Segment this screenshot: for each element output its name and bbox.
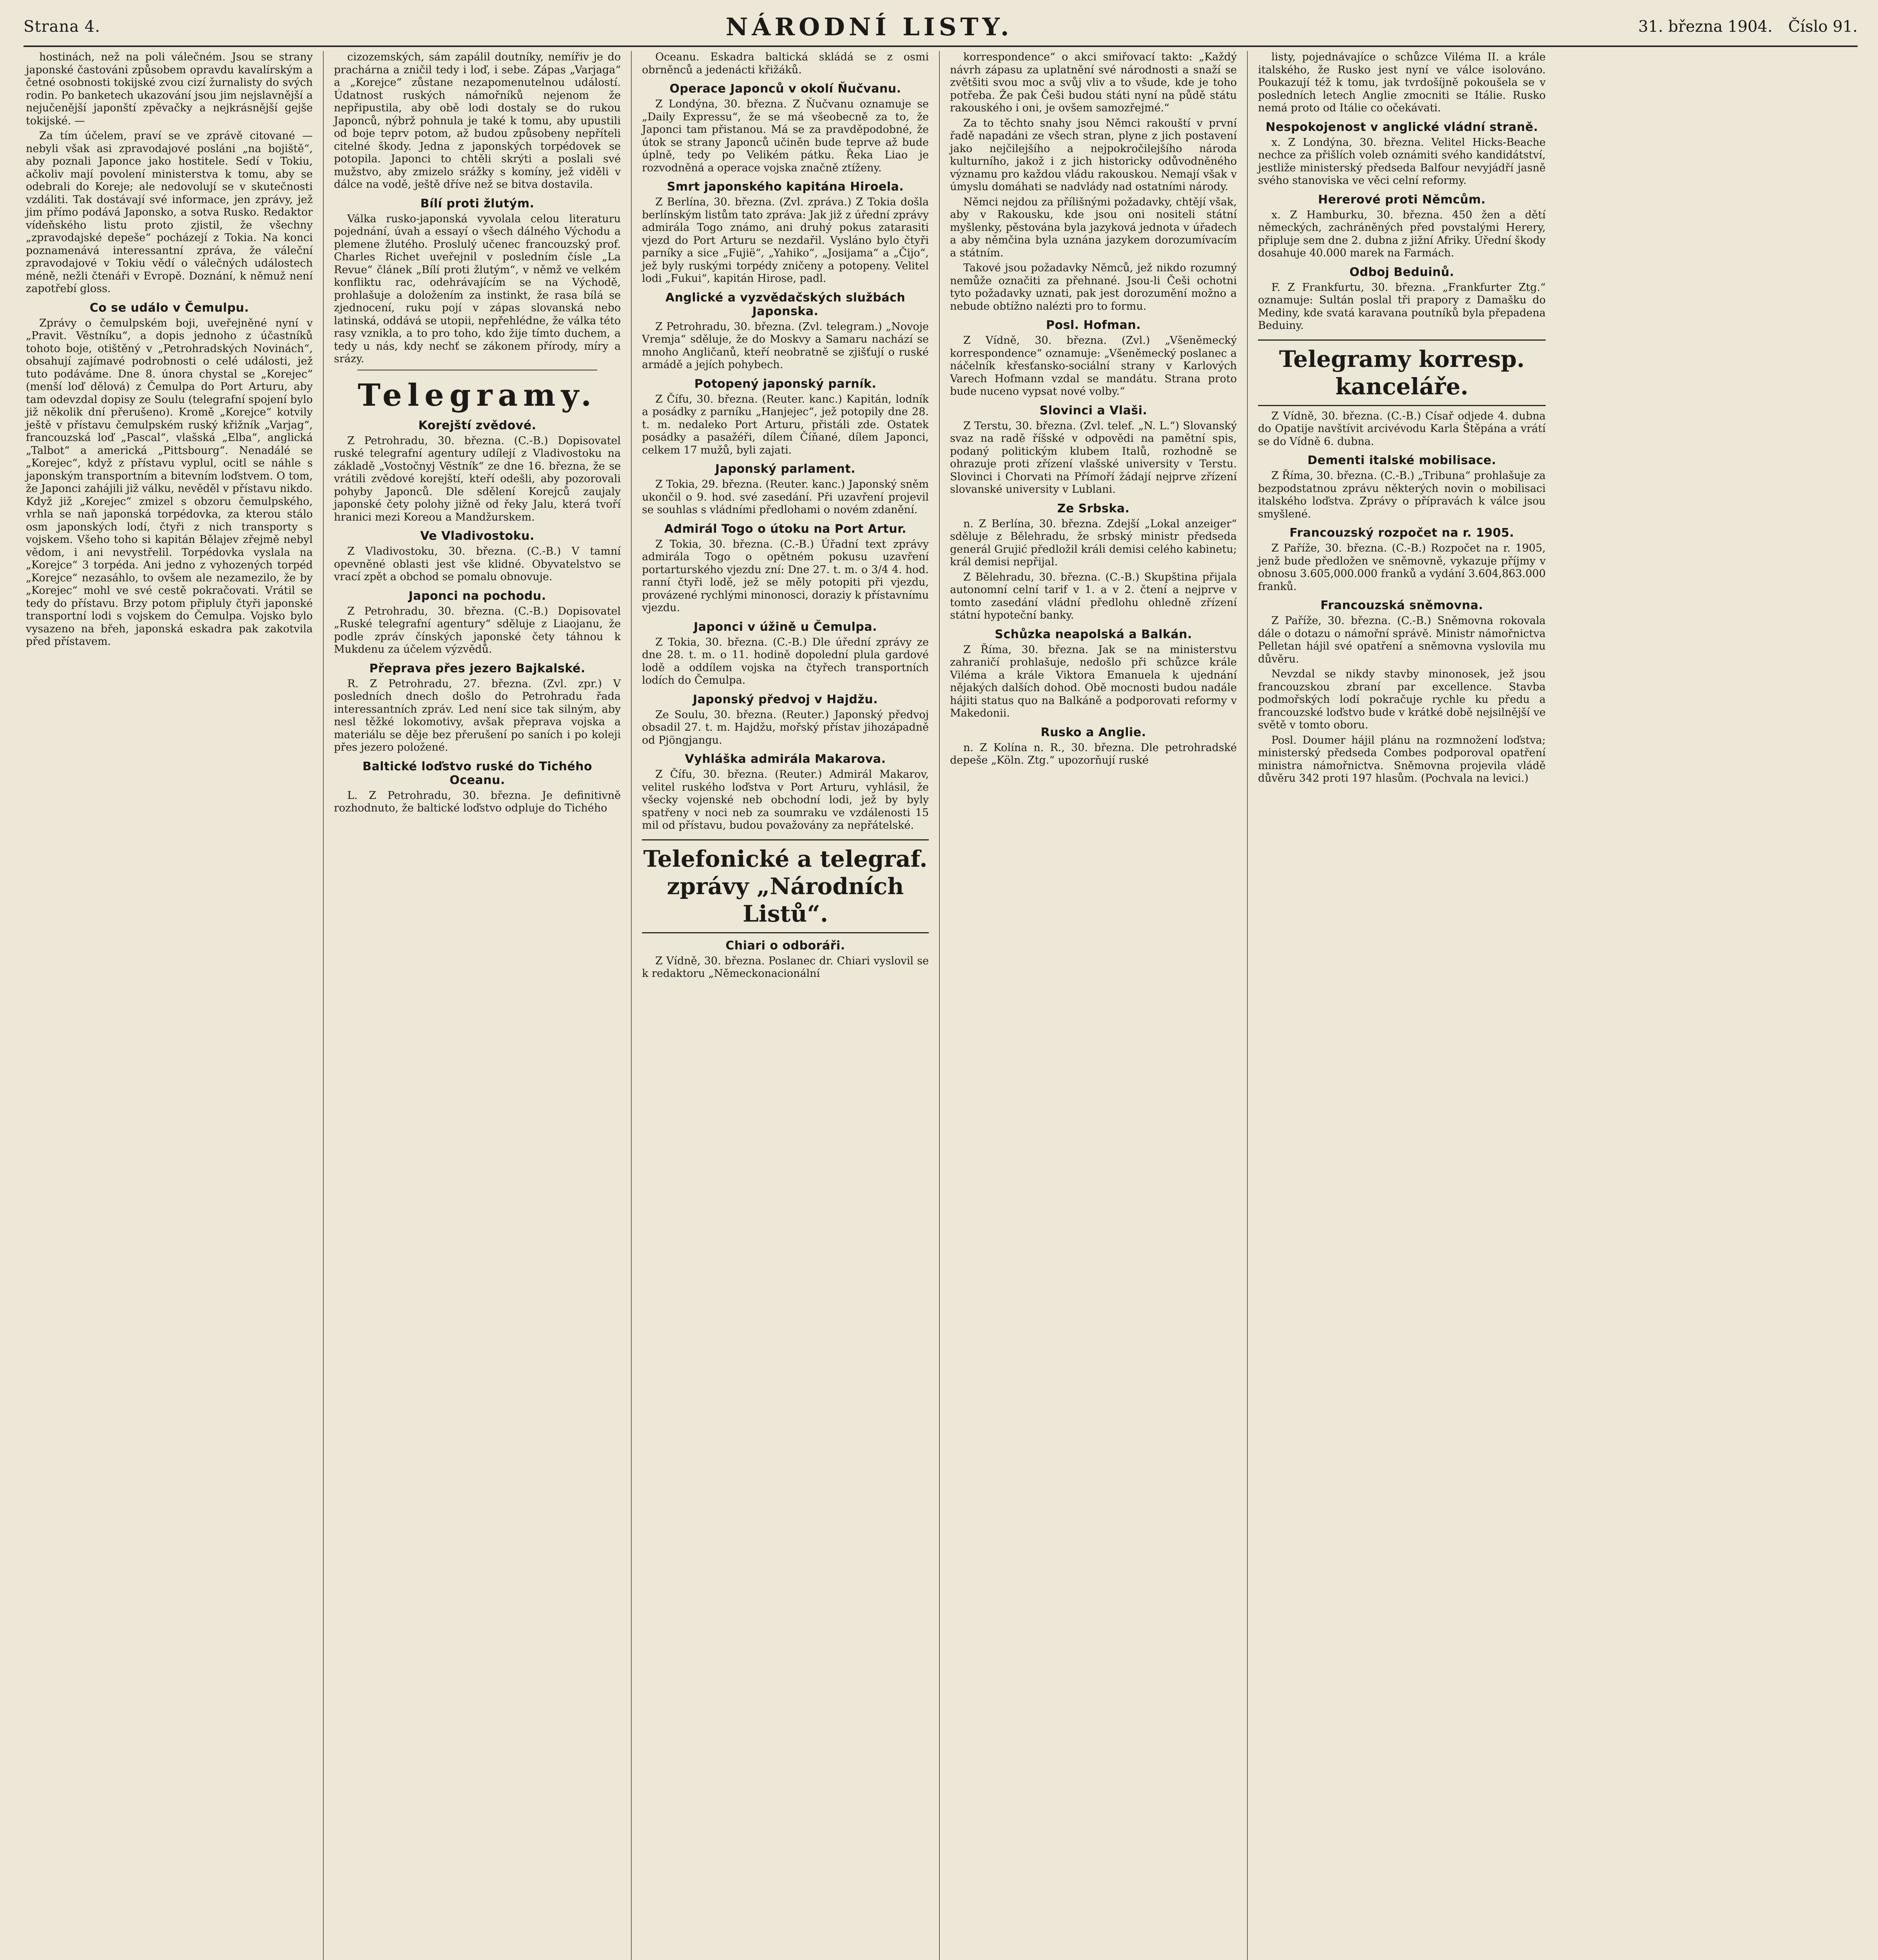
paragraph: listy, pojednávajíce o schůzce Viléma II. a krále italského, že Rusko jest nyní ve válce isolováno. Poukazují též k tomu, jak tvrdošíjně pokoušela se v posledních letech Anglie zmocniti se Itálie. Rusko nemá proto od Itálie co očekávati. [1258,51,1546,114]
section-heading: Japonci v úžině u Čemulpa. [694,620,877,634]
section-heading: Baltické loďstvo ruské do Tichého Oceanu. [362,759,593,787]
section-heading: Admirál Togo o útoku na Port Artur. [664,522,907,536]
paragraph: cizozemských, sám zapálil doutníky, nemířiv je do prachárna a zničil tedy i loď, i sebe. Zápas „Varjaga“ a „Korejce“ zůstane nezapomenutelnou událostí. Údatnost ruských námořníků nejenom že nepřipustila, aby obě lodi dostaly se do rukou Japonců, nýbrž pohnula je také k tomu, aby upustili od boje teprv potom, až budou způsobeny nepříteli citelné škody. Jedna z japonských torpédovek se potopila. Japonci to chtěli skrýti a poslali své mužstvo, aby zmizelo srážky s komíny, jež viděli v dálce na vodě, ještě dříve než se bitva dostavila. [334,51,621,191]
section-heading: Anglické a vyzvědačských službách Japonska. [665,290,906,318]
paragraph: Takové jsou požadavky Němců, jež nikdo rozumný nemůže označiti za přehnané. Jsou-li Češi ochotni tyto požadavky uznati, pak jest dorozumění možno a nebude obtížno nalézti pro to formu. [950,262,1237,312]
section-heading: Francouzský rozpočet na r. 1905. [1289,526,1514,540]
paragraph: Z Čífu, 30. března. (Reuter. kanc.) Kapitán, lodník a posádky z parníku „Hanjejec“, jež potopily dne 28. t. m. nedaleko Port Arturu, přistáli zde. Ostatek posádky a pasažéři, dílem Číňané, dílem Japonci, celkem 17 mužů, byli zajati. [642,393,929,456]
paragraph: Oceanu. Eskadra baltická skládá se z osmi obrněnců a jedenácti křižáků. [642,51,929,76]
paragraph: Z Petrohradu, 30. března. (Zvl. telegram.) „Novoje Vremja“ sděluje, že do Moskvy a Samaru nachází se mnoho Angličanů, kteří neobratně se zjišťují o ruské armádě a jejích pohybech. [642,320,929,371]
section-heading: Ve Vladivostoku. [420,529,535,543]
telegrams-heading: Telegramy. [357,377,597,413]
section-heading: Ze Srbska. [1057,501,1130,515]
paragraph: Z Petrohradu, 30. března. (C.-B.) Dopisovatel ruské telegrafní agentury udílejí z Vladivostoku na základě „Vostočnyj Věstník“ ze dne 16. března, že se vrátili zvědové korejští, kteří odešli, aby pozorovali pohyby Japonců. Dle sdělení Korejců zaujaly japonské čety polohy jižně od řeky Jalu, která tvoří hranici mezi Koreou a Mandžurskem. [334,434,621,523]
paragraph: Ze Soulu, 30. března. (Reuter.) Japonský předvoj obsadil 27. t. m. Hajdžu, mořský přístav jihozápadně od Pjöngjangu. [642,708,929,746]
paragraph: Posl. Doumer hájil plánu na rozmnožení loďstva; ministerský předseda Combes podporoval opatření ministra námořnictva. Sněmovna projevila vládě důvěru 342 proti 197 hlasům. (Pochvala na levici.) [1258,734,1546,784]
section-heading: Operace Japonců v okolí Ňučvanu. [669,82,901,96]
section-heading: Chiari o odboráři. [725,938,845,953]
section-heading: Co se událo v Čemulpu. [89,301,249,315]
issue-number: Číslo 91. [1788,18,1858,36]
paragraph: Z Bělehradu, 30. března. (C.-B.) Skupština přijala autonomní celní tarif v 1. a v 2. čtení a nejprve v tomto zasedání vládní předlohu ohledně zřízení státní hypoteční banky. [950,571,1237,621]
paragraph: Z Terstu, 30. března. (Zvl. telef. „N. L.“) Slovanský svaz na radě říšské v odpovědi na pamětní spis, podaný politickým klubem Italů, rozhodně se ohrazuje proti zřízení vlašské university v Terstu. Slovinci i Chorvati na Přímoří žádají nejprve zřízení slovanské university v Lublani. [950,419,1237,495]
paragraph: n. Z Kolína n. R., 30. března. Dle petrohradské depeše „Köln. Ztg.“ upozorňují ruské [950,741,1237,766]
paragraph: Z Paříže, 30. března. (C.-B.) Rozpočet na r. 1905, jenž bude předložen ve sněmovně, vykazuje příjmy v obnosu 3.605,000.000 franků a vydání 3.604,863.000 franků. [1258,542,1546,593]
paragraph: korrespondence“ o akci smiřovací takto: „Každý návrh zápasu za uplatnění své národnosti a snaží se zvětšiti svou moc a svůj vliv a to všude, kde je toho potřeba. Že pak Češi budou státi nyní na půdě státu rakouského i oni, je ovšem samozřejmé.“ [950,51,1237,114]
paragraph: Z Tokia, 29. března. (Reuter. kanc.) Japonský sněm ukončil o 9. hod. své zasedání. Při uzavření projevil se souhlas s vládními předlohami o novém zdanění. [642,478,929,516]
section-heading: Nespokojenost v anglické vládní straně. [1265,120,1538,134]
paragraph: Němci nejdou za přílišnými požadavky, chtějí však, aby v Rakousku, kde jsou oni nositeli státní myšlenky, pěstována byla jazyková jednota v úřadech a aby němčina byla uznána jazykem dorozumívacím a státním. [950,196,1237,259]
section-heading: Francouzská sněmovna. [1320,599,1483,612]
article-columns [16,51,1865,1960]
paragraph: Z Petrohradu, 30. března. (C.-B.) Dopisovatel „Ruské telegrafní agentury“ sděluje z Liaojanu, že podle zpráv čínských japonské čety táhnou k Mukdenu za účelem výzvědů. [334,605,621,655]
section-heading: Odboj Beduinů. [1349,265,1454,279]
section-heading: Přeprava přes jezero Bajkalské. [369,661,586,675]
paragraph: x. Z Londýna, 30. března. Velitel Hicks-Beache nechce za přišlích voleb oznámiti svého kandidátství, jestliže ministerský předseda Balfour nevyjádří jasně svého stanoviska ve věci celní reformy. [1258,136,1546,187]
section-heading: Japonci na pochodu. [408,589,546,603]
section-heading: Smrt japonského kapitána Hiroela. [667,180,904,194]
section-heading: Schůzka neapolská a Balkán. [995,627,1192,641]
section-heading: Bílí proti žlutým. [420,196,535,211]
paragraph: Z Tokia, 30. března. (C.-B.) Úřadní text zprávy admirála Togo o opětném pokusu uzavření portarturského vjezdu zní: Dne 27. t. m. o 3/4 4. hod. ranní čtyři lodě, jež se měly potopiti při vjezdu, provázené rychlými minonosci, doraziy k přístavnímu vjezdu. [642,538,929,614]
paragraph: L. Z Petrohradu, 30. března. Je definitivně rozhodnuto, že baltické loďstvo odpluje do Tichého [334,789,621,814]
paragraph: Z Vídně, 30. března. (Zvl.) „Všeněmecký korrespondence“ oznamuje: „Všeněmecký poslanec a náčelník křesťansko-sociální strany v Karlových Varech Hofmann vzdal se mandátu. Strana proto bude nuceno vypsat nové volby.“ [950,334,1237,397]
column-1 [16,51,324,1960]
press-bureau-telegrams-heading: Telegramy korresp. kanceláře. [1258,339,1546,406]
issue-info [1638,18,1858,36]
paragraph: Válka rusko-japonská vyvolala celou literaturu pojednání, úvah a essayí o všech dálného Východu a plemene žlutého. Proslulý učenec francouzský prof. Charles Richet uveřejnil v posledním čísle „La Revue“ článek „Bílí proti žlutým“, v němž ve velkém konfliktu rac, odehrávajícím se na Východě, prohlašuje a doložením za instinkt, že rasa bílá se zjednocení, ruku pojí v zápas slovanská nebo latinská, oddává se utopii, nepřehlédne, že válka této rasy vznikla, a to pro toho, kdo žije tímto duchem, a tedy u nás, kdy nechť se zákonem přírody, míry a srázy. [334,212,621,365]
column-2 [324,51,632,1960]
column-5 [1248,51,1556,1960]
section-heading: Rusko a Anglie. [1041,725,1146,739]
paragraph: hostinách, než na poli válečném. Jsou se strany japonské častováni způsobem opravdu kavalírským a četné osobnosti tokijské zvou cizí žurnalisty do svých rodin. Po banketech ukazování jsou jim nejslavnější a nejučenější japonští zpěvačky a nejkrásnější gejše tokijské. — [26,51,313,127]
paragraph: Z Čífu, 30. března. (Reuter.) Admirál Makarov, velitel ruského loďstva v Port Arturu, vyhlásil, že všecky vojenské neb obchodní lodi, jež by byly spatřeny v noci neb za soumraku ve vzdálenosti 15 mil od přístavu, budou považovány za nepřátelské. [642,768,929,831]
column-3 [632,51,940,1960]
section-heading: Potopený japonský parník. [694,377,877,391]
paragraph: x. Z Hamburku, 30. března. 450 žen a dětí německých, zachráněných před povstalými Herery, připluje sem dne 2. dubna z jižní Afriky. Úřední škody dosahuje 40.000 marek na Farmách. [1258,209,1546,259]
paragraph: Za tím účelem, praví se ve zprávě citované — nebyli však asi zpravodajové posláni „na bojiště“, aby poznali Japonce jako hostitele. Sedí v Tokiu, ačkoliv mají povolení ministerstva k tomu, aby se odebrali do Koreje; ale nedovolují se v skutečnosti vzdáliti. Tak dostávají své informace, jen zprávy, jež jim přímo podává Japonsko, a sotva Rusko. Redaktor vídeňského listu proto zjistil, že všechny „zpravodajské depeše“ pocházejí z Tokia. Na konci poznamenává interessantní zpráva, že váleční zpravodajové v Tokiu vědí o válečných událostech méně, nežli čtenáři v Evropě. Doznání, k němuž není zapotřebí gloss. [26,130,313,295]
paragraph: Nevzdal se nikdy stavby minonosek, jež jsou francouzskou zbraní par excellence. Stavba podmořských lodí pokračuje rychle ku předu a francouzské loďstvo bude v krátké době nejsilnější ve světě v tomto oboru. [1258,668,1546,731]
section-heading: Slovinci a Vlaši. [1039,403,1147,417]
paragraph: Zprávy o čemulpském boji, uveřejněné nyní v „Pravit. Věstníku“, a dopis jednoho z účastníků tohoto boje, otištěný v „Petrohradských Novinách“, obsahují zajímavé podrobnosti o celé události, jež tuto podáváme. Dne 8. února chystal se „Korejec“ (menší loď dělová) z Čemulpa do Port Arturu, aby tam odevzdal dopisy ze Soulu (telegrafní spojení bylo již několik dní přerušeno). Kromě „Korejce“ kotvily ještě v přístavu čemulpském ruský křižník „Varjag“, francouzská loď „Pascal“, vlašská „Elba“, anglická „Talbot“ a americká „Pittsbourg“. Nenadálé se „Korejec“, když z přístavu vyplul, ocitl se náhle s japonským transportním a bitevním loďstvem. O tom, že Japonci zahájili již válku, nevěděl v přístavu nikdo. Když již „Korejec“ zmizel s obzoru čemulpského, vrhla se naň japonská torpédovka, za kterou stálo osm japonských lodí, čtyři z nich transporty s vojskem. Všeho toho si kapitán Bělajev zřejmě nebyl vědom, i ani nevystřelil. Torpédovka vyslala na „Korejce“ 3 torpéda. Ani jedno z vyhozených torpéd „Korejce“ nezasáhlo, to ovšem ale nezamezilo, že by „Korejec“ mohl ve své cestě pokračovati. Vrátil se tedy do přístavu. Brzy potom připluly čtyři japonské transportní lodi s vojskem do Čemulpa. Vojsko bylo vysazeno na břeh, japonská eskadra pak zakotvila před přístavem. [26,317,313,648]
paragraph: Za to těchto snahy jsou Němci rakouští v první řadě napadáni ze všech stran, plyne z jich postavení jako nejčilejšího a nejpokročilejšího národa kulturního, jakož i z jich historicky odůvodněného významu pro každou vládu rakouskou. Nemají však v úmyslu domáhati se nadvlády nad ostatními národy. [950,117,1237,193]
section-heading: Japonský parlament. [715,462,856,476]
section-heading: Korejští zvědové. [418,418,537,432]
section-heading: Japonský předvoj v Hajdžu. [693,692,878,706]
paragraph: Z Vídně, 30. března. Poslanec dr. Chiari vyslovil se k redaktoru „Německonacionální [642,955,929,980]
page-number: Strana 4. [24,18,100,36]
paragraph: Z Tokia, 30. března. (C.-B.) Dle úřední zprávy ze dne 28. t. m. o 11. hodině dopolední plula gardové lodě a oddílem vojska na čtyřech transportních lodích do Čemulpa. [642,636,929,686]
section-heading: Posl. Hofman. [1046,318,1141,332]
paragraph: Z Vladivostoku, 30. března. (C.-B.) V tamní opevněné oblasti jest vše klidné. Obyvatelstvo se vrací zpět a obchod se pomalu obnovuje. [334,545,621,583]
telephone-telegraph-heading: Telefonické a telegraf. zprávy „Národních Listů“. [642,839,929,933]
column-4 [940,51,1248,1960]
issue-date: 31. března 1904. [1638,18,1773,36]
paragraph: Z Říma, 30. března. Jak se na ministerstvu zahraničí prohlašuje, nedošlo při schůzce krále Viléma a krále Viktora Emanuela k ujednání nějakých dalších dohod. Obě mocnosti budou nadále hájiti status quo na Balkáně a podporovati reformy v Makedonii. [950,643,1237,719]
paragraph: Z Paříže, 30. března. (C.-B.) Sněmovna rokovala dále o dotazu o námořní správě. Ministr námořnictva Pelletan hájil své opatření a sněmovna vyslovila mu důvěru. [1258,615,1546,665]
newspaper-title: NÁRODNÍ LISTY. [725,12,1013,41]
paragraph: n. Z Berlína, 30. března. Zdejší „Lokal anzeiger“ sděluje z Bělehradu, že srbský ministr předseda generál Grujić předložil králi demisi celého kabinetu; král demisi nepřijal. [950,517,1237,568]
paragraph: Z Berlína, 30. března. (Zvl. zpráva.) Z Tokia došla berlínským listům tato zpráva: Jak již z úřední zprávy admirála Togo známo, ani druhý pokus zatarasiti vjezd do Port Arturu se nezdařil. Vysláno bylo čtyři parníky a sice „Fujië“, „Yahiko“, „Josijama“ a „Čijo“, jež byly ruskými torpédy zničeny a potopeny. Velitel lodi „Fukui“, kapitán Hirose, padl. [642,196,929,285]
section-heading: Hererové proti Němcům. [1318,192,1486,207]
section-heading: Dementi italské mobilisace. [1307,454,1496,467]
page-header [24,8,1858,47]
paragraph: Z Londýna, 30. března. Z Ňučvanu oznamuje se „Daily Expressu“, že se má všeobecně za to, že Japonci tam přistanou. Má se za pravděpodobné, že útok se strany Japonců učiněn bude teprve až bude úplně, tedy po Velikém pátku. Řeka Liao je rozvodněná a operace vojska značně ztíženy. [642,98,929,174]
paragraph: F. Z Frankfurtu, 30. března. „Frankfurter Ztg.“ oznamuje: Sultán poslal tři prapory z Damašku do Mediny, kde svatá karavana poutníků byla přepadena Beduiny. [1258,281,1546,332]
paragraph: R. Z Petrohradu, 27. března. (Zvl. zpr.) V posledních dnech došlo do Petrohradu řada interessantních zpráv. Led není sice tak silným, aby nesl těžké lokomotivy, avšak přeprava vojska a materiálu se děje bez přerušení po saních i po koleji přes jezero položené. [334,677,621,753]
section-heading: Vyhláška admirála Makarova. [685,752,886,766]
paragraph: Z Vídně, 30. března. (C.-B.) Císař odjede 4. dubna do Opatije navštívit arcivévodu Karla Štěpána a vrátí se do Vídně 6. dubna. [1258,410,1546,448]
paragraph: Z Říma, 30. března. (C.-B.) „Tribuna“ prohlašuje za bezpodstatnou zprávu některých novin o mobilisaci italského loďstva. Zprávy o přípravách k válce jsou smyšlené. [1258,470,1546,520]
